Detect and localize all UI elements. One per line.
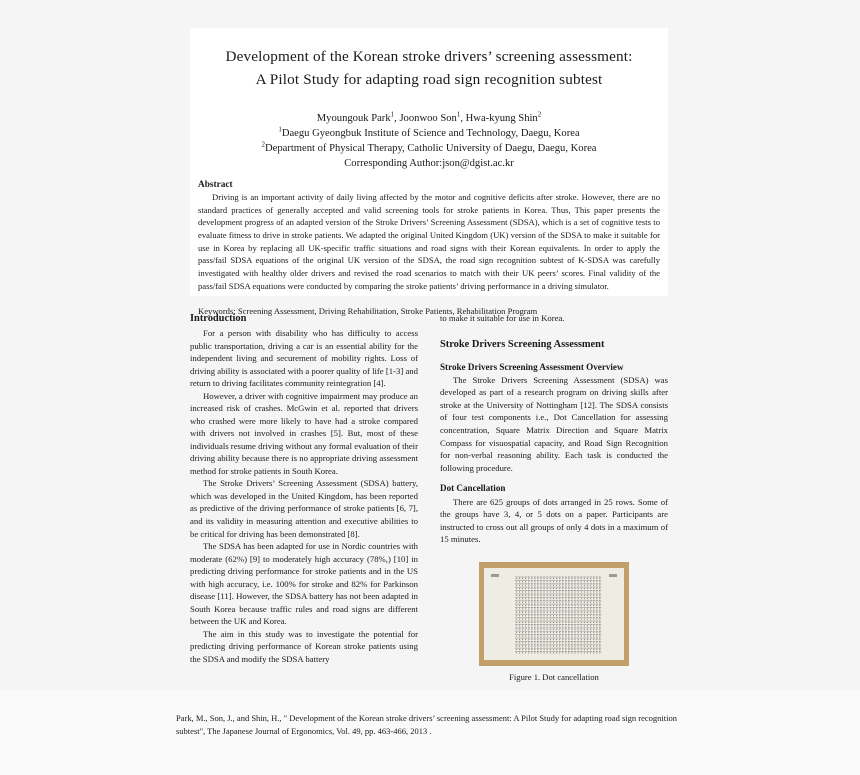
- subheading-dot-cancellation: Dot Cancellation: [440, 483, 506, 494]
- intro-paragraph-3: The Stroke Drivers’ Screening Assessment (SDSA) battery, which was developed in the United Kingdom, has been reported as predictive of the driving performance of stroke patients [6, 7], and its validity in measuring attention and executive abilities to be critical for driving has been demonstrated [8].: [190, 478, 418, 539]
- affiliation-2: [190, 141, 668, 156]
- figure-1-caption: Figure 1. Dot cancellation: [509, 671, 599, 682]
- dot-cancellation-photo: [479, 562, 629, 666]
- subheading-sdsa-overview: Stroke Drivers Screening Assessment Overview: [440, 361, 624, 372]
- page-title: [204, 46, 654, 91]
- author-affil-marker-2: 1: [456, 110, 461, 119]
- right-column: [440, 312, 668, 683]
- author-name-2: , Joonwoo Son: [394, 113, 457, 124]
- spacer: [440, 474, 668, 483]
- intro-paragraph-2: However, a driver with cognitive impairment may produce an increased risk of crashes. McGwin et al. reported that drivers who crashed were more likely to have had a stroke compared with drivers not involved in crashes [5]. But, most of these individuals resume driving without any formal evaluation of their driving ability because there is no appropriate driving assessment method for stroke patients in South Korea.: [190, 390, 418, 476]
- title-line-1: Development of the Korean stroke drivers’ screening assessment:: [225, 48, 633, 65]
- affiliation-marker-1: 1: [278, 125, 282, 134]
- keywords-line: Keywords: Screening Assessment, Driving Rehabilitation, Stroke Patients, Rehabilitation Program: [198, 306, 538, 317]
- dot-grid: [515, 576, 602, 654]
- abstract-heading: Abstract: [198, 180, 233, 191]
- affiliation-1: [190, 126, 668, 141]
- author-affil-marker-3: 2: [537, 110, 542, 119]
- intro-paragraph-5: The aim in this study was to investigate the potential for predicting driving performance of Korean stroke patients using the SDSA and modify the SDSA battery: [190, 628, 418, 664]
- affiliation-marker-2: 2: [261, 140, 265, 149]
- author-affil-marker-1: 1: [390, 110, 395, 119]
- intro-paragraph-4: The SDSA has been adapted for use in Nordic countries with moderate (62%) [9] to moderately high accuracy (78%,) [10] in predicting driving performance for stroke patients and in the US with high accuracy, i.e. 100% for stroke and 82% for Parkinson disease [11]. However, the SDSA battery has not been adapted in South Korea because traffic rules and road signs are different between the UK and Korea.: [190, 541, 418, 627]
- author-names: [190, 111, 668, 126]
- abstract-section: [198, 180, 660, 317]
- section-heading-introduction: Introduction: [190, 313, 247, 324]
- author-name-1: Myoungouk Park: [316, 113, 391, 124]
- sheet-mark-left-icon: [491, 574, 499, 577]
- two-column-body: [190, 312, 668, 690]
- corresponding-author: Corresponding Author:json@dgist.ac.kr: [344, 158, 514, 170]
- intro-continuation: to make it suitable for use in Korea.: [440, 313, 565, 323]
- intro-paragraph-1: For a person with disability who has difficulty to access public transportation, driving a car is an essential ability for the independent living and securement of mobility rights. Loss of driving ability is associated with a poorer quality of life [1-3] and return to driving facilitates community reintegration [4].: [190, 328, 418, 389]
- left-column: [190, 312, 418, 665]
- title-line-2: A Pilot Study for adapting road sign recognition subtest: [255, 70, 603, 88]
- section-heading-sdsa: Stroke Drivers Screening Assessment: [440, 338, 605, 350]
- title-abstract-block: [190, 28, 668, 317]
- figure-1: [440, 562, 668, 683]
- author-block: [190, 111, 668, 171]
- abstract-text: Driving is an important activity of daily living affected by the motor and cognitive deficits after stroke. However, there are no standard practices of generally accepted and valid screening tools for stroke patients in Korea. Thus, This paper presents the development progress of an adapted version of the Stroke Drivers’ Screening Assessment (SDSA), which is a set of cognitive tests to evaluate fitness to drive in stroke patients. We adapted the original United Kingdom (UK) version of the SDSA to make it suitable for use in Korea by replacing all UK-specific traffic situations and road signs with their Korean equivalents. In order to apply the pass/fail SDSA equations of the original UK version of the SDSA, the road sign recognition subtest of K-SDSA was carefully investigated with healthy older drivers and revised the road scenarios to match with their UK peers’ scores. Final validity of the pass/fail SDSA equations were conducted by comparing the stroke patients’ driving performance in a driving simulator.: [198, 192, 660, 291]
- spacer: [440, 325, 668, 338]
- spacer: [440, 353, 668, 362]
- affiliation-1-text: Daegu Gyeongbuk Institute of Science and Technology, Daegu, Korea: [281, 128, 580, 140]
- author-name-3: , Hwa-kyung Shin: [460, 113, 538, 124]
- sdsa-overview-paragraph: The Stroke Drivers Screening Assessment (SDSA) was developed as part of a research program on driving skills after stroke at the University of Nottingham [12]. The SDSA consists of four test components i.e., Dot Cancellation for assessing concentration, Square Matrix Direction and Square Matrix Compass for visuospatial capacity, and Road Sign Recognition for non-verbal reasoning ability. Each task is conducted the following procedure.: [440, 374, 668, 473]
- test-sheet: [484, 568, 624, 660]
- dot-cancellation-paragraph: There are 625 groups of dots arranged in 25 rows. Some of the groups have 3, 4, or 5 dots on a paper. Participants are instructed to cross out all groups of only 4 dots in a maximum of 15 minutes.: [440, 496, 668, 545]
- sheet-mark-right-icon: [609, 574, 617, 577]
- footer-citation: Park, M., Son, J., and Shin, H., " Development of the Korean stroke drivers’ screening assessment: A Pilot Study for adapting road sign recognition subtest", The Japanese Journal of Ergonomics, Vol. 49, pp. 463-466, 2013 .: [176, 713, 677, 736]
- affiliation-2-text: Department of Physical Therapy, Catholic University of Daegu, Daegu, Korea: [264, 143, 597, 155]
